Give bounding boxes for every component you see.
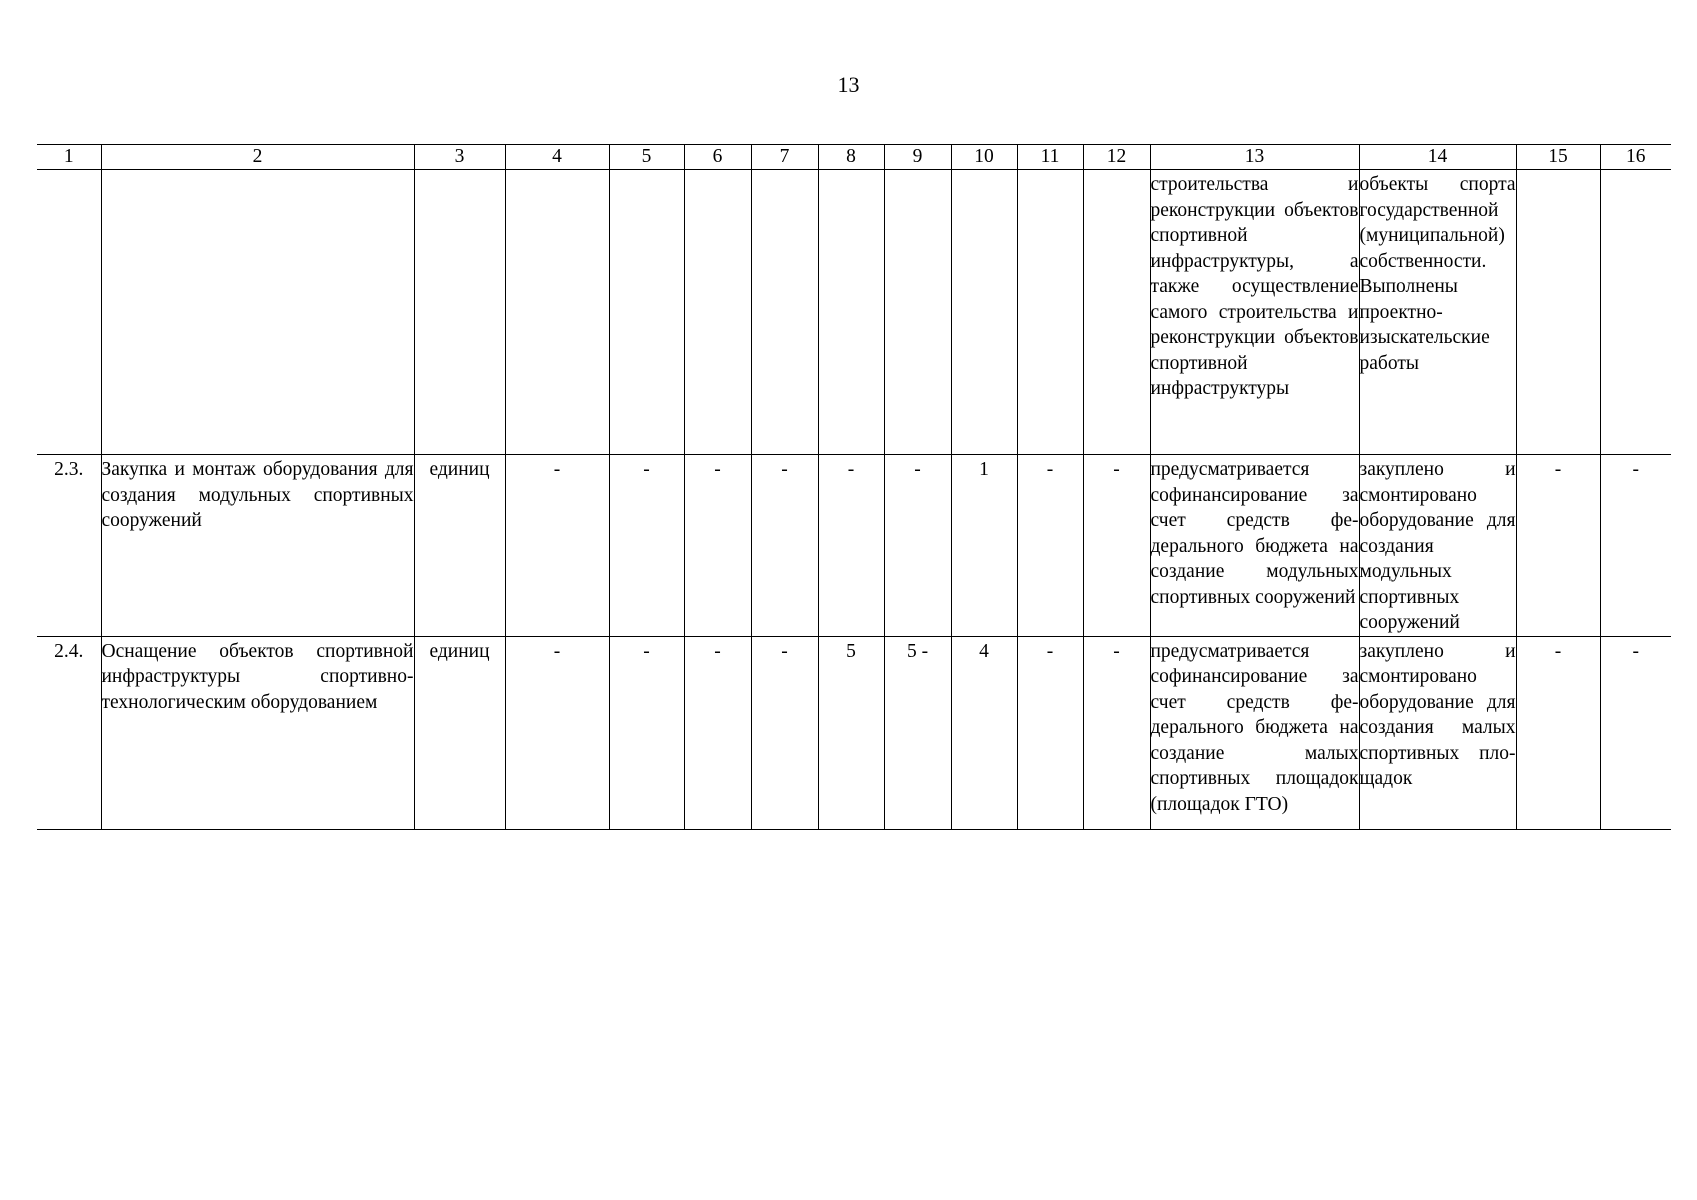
cell-value-9: -: [884, 455, 951, 637]
column-header-16: 16: [1600, 145, 1671, 170]
table-row-2-4: [37, 636, 1671, 829]
cell-name: Оснащение объектов спортивной инфраструктуры спортивно-технологическим оборудованием: [101, 636, 414, 829]
cell-value-6: [684, 170, 751, 455]
cell-result: объекты спорта государственной (муниципальной) собственности. Выполнены проектно-изыскательские работы: [1359, 170, 1516, 455]
column-header-14: 14: [1359, 145, 1516, 170]
cell-value-4: -: [505, 455, 609, 637]
cell-number: 2.3.: [37, 455, 101, 637]
column-header-4: 4: [505, 145, 609, 170]
cell-result: закуплено и смонтировано оборудование для создания малых спортивных площадок: [1359, 636, 1516, 829]
cell-value-11: -: [1017, 636, 1083, 829]
cell-value-10: 4: [951, 636, 1017, 829]
cell-mechanism: предусматривается софинансирование за счет средств федерального бюджета на создание модульных спортивных сооружений: [1150, 455, 1359, 637]
cell-value-16: [1600, 170, 1671, 455]
cell-name: Закупка и монтаж оборудования для создания модульных спортивных сооружений: [101, 455, 414, 637]
cell-value-8: 5: [818, 636, 884, 829]
cell-mechanism: строительства и реконструкции объектов спортивной инфраструктуры, а также осуществление самого строительства и реконструкции объектов спортивной инфраструктуры: [1150, 170, 1359, 455]
table-row-2-3: [37, 455, 1671, 637]
cell-value-15: -: [1516, 636, 1600, 829]
cell-value-12: -: [1083, 636, 1150, 829]
cell-value-6: -: [684, 455, 751, 637]
column-header-9: 9: [884, 145, 951, 170]
cell-value-10: 1: [951, 455, 1017, 637]
cell-unit: единиц: [414, 455, 505, 637]
cell-unit: [414, 170, 505, 455]
cell-name: [101, 170, 414, 455]
column-header-3: 3: [414, 145, 505, 170]
cell-value-7: -: [751, 636, 818, 829]
cell-mechanism: предусматривается софинансирование за счет средств федерального бюджета на создание малых спортивных площадок (площадок ГТО): [1150, 636, 1359, 829]
cell-value-7: [751, 170, 818, 455]
cell-value-8: [818, 170, 884, 455]
cell-number: 2.4.: [37, 636, 101, 829]
cell-value-16: -: [1600, 636, 1671, 829]
cell-number: [37, 170, 101, 455]
column-header-11: 11: [1017, 145, 1083, 170]
cell-result: закуплено и смонтировано оборудование для создания модульных спортивных сооружений: [1359, 455, 1516, 637]
cell-value-15: -: [1516, 455, 1600, 637]
cell-value-9: 5 -: [884, 636, 951, 829]
cell-value-16: -: [1600, 455, 1671, 637]
column-header-8: 8: [818, 145, 884, 170]
cell-value-5: -: [609, 455, 684, 637]
column-header-5: 5: [609, 145, 684, 170]
column-header-1: 1: [37, 145, 101, 170]
program-table: [37, 144, 1671, 830]
cell-value-9: [884, 170, 951, 455]
column-header-12: 12: [1083, 145, 1150, 170]
cell-value-11: -: [1017, 455, 1083, 637]
table-row-continuation: [37, 170, 1671, 455]
cell-value-5: [609, 170, 684, 455]
cell-value-4: [505, 170, 609, 455]
column-header-13: 13: [1150, 145, 1359, 170]
header-row: [37, 145, 1671, 170]
cell-value-10: [951, 170, 1017, 455]
column-header-7: 7: [751, 145, 818, 170]
cell-value-6: -: [684, 636, 751, 829]
column-header-2: 2: [101, 145, 414, 170]
column-header-10: 10: [951, 145, 1017, 170]
column-header-15: 15: [1516, 145, 1600, 170]
cell-value-5: -: [609, 636, 684, 829]
cell-value-8: -: [818, 455, 884, 637]
cell-value-4: -: [505, 636, 609, 829]
page-number: 13: [837, 72, 860, 97]
column-header-6: 6: [684, 145, 751, 170]
cell-value-12: -: [1083, 455, 1150, 637]
cell-value-15: [1516, 170, 1600, 455]
cell-value-7: -: [751, 455, 818, 637]
cell-unit: единиц: [414, 636, 505, 829]
cell-value-12: [1083, 170, 1150, 455]
cell-value-11: [1017, 170, 1083, 455]
